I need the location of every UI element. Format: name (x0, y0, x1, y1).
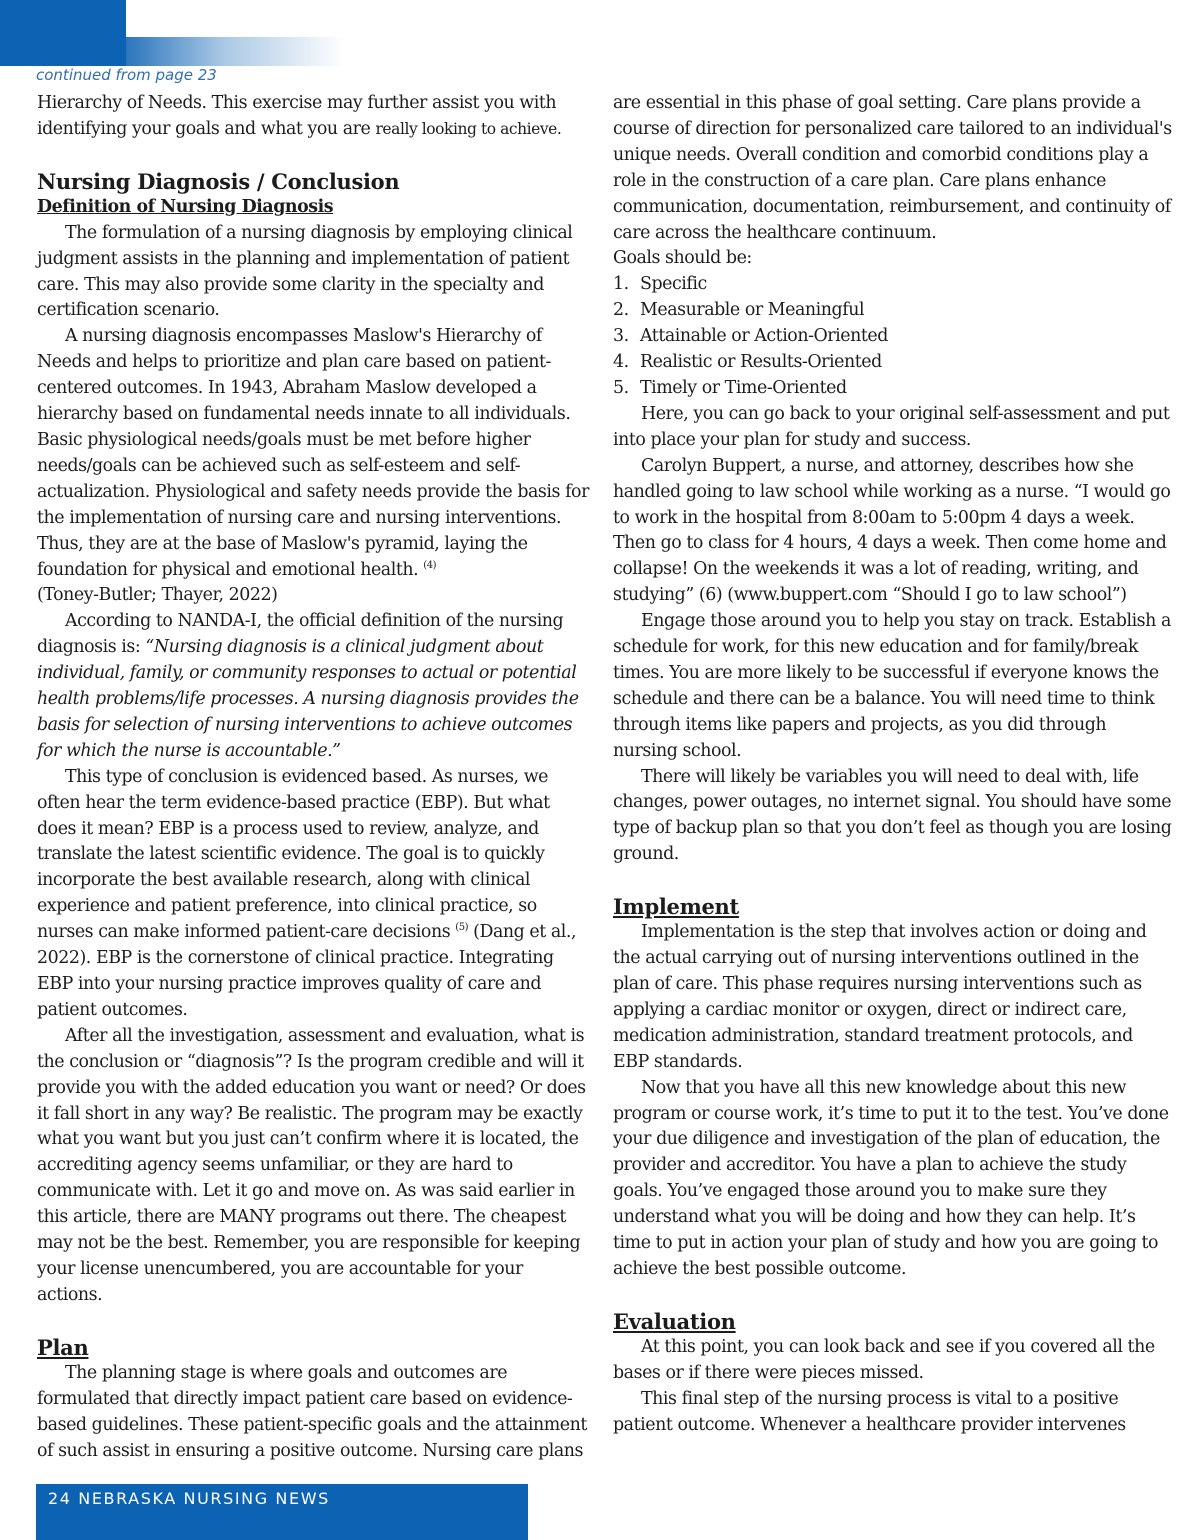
reference-mark: (5) (455, 922, 469, 934)
intro-paragraph (37, 91, 592, 143)
paragraph: The planning stage is where goals and outcomes are formulated that directly impact patient care based on evidence-based guidelines. These patient-specific goals and the attainment of such assist in ensuring a positive outcome. Nursing care plans (37, 1362, 587, 1461)
section-title-evaluation: Evaluation (613, 1308, 736, 1334)
goals-list (613, 272, 1173, 402)
list-item (613, 350, 1173, 376)
section-title-diagnosis: Nursing Diagnosis / Conclusion (37, 168, 400, 194)
subsection-title-definition: Definition of Nursing Diagnosis (37, 196, 334, 217)
footer-page-label: 24 NEBRASKA NURSING NEWS (48, 1489, 330, 1508)
paragraph (37, 324, 592, 609)
section-title-plan: Plan (37, 1334, 89, 1360)
goals-lead: Goals should be: (613, 248, 752, 269)
list-text: Timely or Time-Oriented (640, 377, 847, 398)
list-item (613, 376, 1173, 402)
header-gradient-bar (0, 37, 345, 66)
paragraph: Carolyn Buppert, a nurse, and attorney, describes how she handled going to law school while working as a nurse. “I would go to work in the hospital from 8:00am to 5:00pm 4 days a week. Then go to class for 4 hours, 4 days a week. Then come home and collapse! On the weekends it was a lot of reading, writing, and studying” (6) (www.buppert.com “Should I go to law school”) (613, 455, 1171, 606)
paragraph: The formulation of a nursing diagnosis by employing clinical judgment assists in the planning and implementation of patient care. This may also provide some clarity in the specialty and certification scenario. (37, 222, 573, 321)
paragraph: Engage those around you to help you stay on track. Establish a schedule for work, for this new education and for family/break times. You are more likely to be successful if everyone knows the schedule and there can be a balance. You will need time to think through items like papers and projects, as you did through nursing school. (613, 611, 1171, 761)
list-text: Specific (640, 274, 707, 295)
paragraph: Here, you can go back to your original self-assessment and put into place your plan for study and success. (613, 403, 1170, 450)
paragraph: After all the investigation, assessment and evaluation, what is the conclusion or “diagnosis”? Is the program credible and will it provide you with the added education you want or need? Or does it fall short in any way? Be realistic. The program may be exactly what you want but you just can’t confirm where it is located, the accrediting agency seems unfamiliar, or they are hard to communicate with. Let it go and move on. As was said earlier in this article, there are MANY programs out there. The cheapest may not be the best. Remember, you are responsible for keeping your license unencumbered, you are accountable for your actions. (37, 1025, 586, 1305)
reference-mark: (4) (423, 559, 437, 571)
list-item (613, 272, 1173, 298)
paragraph: are essential in this phase of goal setting. Care plans provide a course of direction for personalized care tailored to an individual's unique needs. Overall condition and comorbid conditions play a role in the construction of a care plan. Care plans enhance communication, documentation, reimbursement, and continuity of care across the healthcare continuum. (613, 93, 1172, 243)
paragraph-text: A nursing diagnosis encompasses Maslow's Hierarchy of Needs and helps to prioritize and plan care based on patient-centered outcomes. In 1943, Abraham Maslow developed a hierarchy based on fundamental needs innate to all individuals. Basic physiological needs/goals must be met before higher needs/goals can be achieved such as self-esteem and self-actualization. Physiological and safety needs provide the basis for the implementation of nursing care and nursing interventions. Thus, they are at the base of Maslow's pyramid, laying the foundation for physical and emotional health. (37, 326, 589, 580)
list-number: 4. (613, 352, 629, 373)
list-text: Realistic or Results-Oriented (640, 352, 882, 373)
list-number: 2. (613, 300, 629, 321)
paragraph: There will likely be variables you will need to deal with, life changes, power outages, no internet signal. You should have some type of backup plan so that you don’t feel as though you are losing ground. (613, 766, 1172, 865)
spacer (613, 868, 1173, 894)
section-title-implement: Implement (613, 894, 739, 920)
list-number: 1. (613, 274, 629, 295)
list-text: Measurable or Meaningful (640, 300, 865, 321)
list-number: 5. (613, 377, 629, 398)
intro-text: Hierarchy of Needs. This exercise may further assist you with identifying your goals and what you are (37, 93, 557, 139)
paragraph-text: (Dang et al., 2022). EBP is the cornerstone of clinical practice. Integrating EBP into your nursing practice improves quality of care and patient outcomes. (37, 922, 577, 1020)
paragraph-text: This type of conclusion is evidenced based. As nurses, we often hear the term evidence-based practice (EBP). But what does it mean? EBP is a process used to review, analyze, and translate the latest scientific evidence. The goal is to quickly incorporate the best available research, along with clinical experience and patient preference, into clinical practice, so nurses can make informed patient-care decisions (37, 766, 550, 943)
list-item (613, 324, 1173, 350)
paragraph: At this point, you can look back and see if you covered all the bases or if there were pieces missed. (613, 1336, 1155, 1383)
nanda-definition-quote: “Nursing diagnosis is a clinical judgment about individual, family, or community responses to actual or potential health problems/life processes. A nursing diagnosis provides the basis for selection of nursing interventions to achieve outcomes for which the nurse is accountable.” (37, 637, 579, 761)
paragraph: This final step of the nursing process is vital to a positive patient outcome. Whenever a healthcare provider intervenes (613, 1388, 1126, 1435)
list-item (613, 298, 1173, 324)
citation: (Toney-Butler; Thayer, 2022) (37, 585, 278, 606)
list-text: Attainable or Action-Oriented (640, 326, 888, 347)
spacer (37, 1309, 592, 1335)
spacer (37, 143, 592, 169)
left-column (37, 91, 592, 1464)
paragraph: Implementation is the step that involves action or doing and the actual carrying out of nursing interventions outlined in the plan of care. This phase requires nursing interventions such as applying a cardiac monitor or oxygen, direct or indirect care, medication administration, standard treatment protocols, and EBP standards. (613, 922, 1147, 1072)
paragraph-text: According to NANDA-I, the official definition of the nursing diagnosis is: (37, 611, 564, 658)
paragraph (37, 765, 592, 1024)
paragraph: Now that you have all this new knowledge about this new program or course work, it’s time to put it to the test. You’ve done your due diligence and investigation of the plan of education, the provider and accreditor. You have a plan to achieve the study goals. You’ve engaged those around you to make sure they understand what you will be doing and how they can help. It’s time to put in action your plan of study and how you are going to achieve the best possible outcome. (613, 1077, 1169, 1279)
paragraph (37, 609, 592, 764)
list-number: 3. (613, 326, 629, 347)
right-column (613, 91, 1173, 1439)
spacer (613, 1283, 1173, 1309)
intro-text-small: really looking to achieve. (375, 119, 562, 138)
continued-from-label: continued from page 23 (36, 66, 217, 84)
